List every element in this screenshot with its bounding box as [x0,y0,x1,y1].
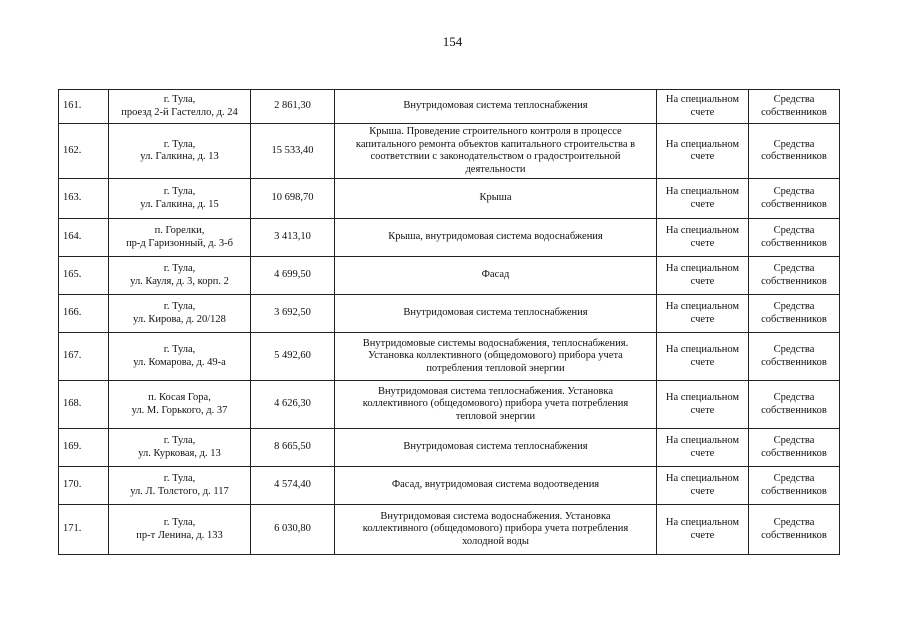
address-street: ул. Кирова, д. 20/128 [133,313,226,325]
account-line: На специальном [665,94,740,105]
work-type-line: Установка коллективного (общедомового) прибора учета [368,350,623,362]
funding-line: собственников [761,313,827,325]
address-locality: п. Косая Гора, [148,392,211,403]
address-cell [109,295,251,333]
account-line: счете [690,198,715,210]
address-cell [109,381,251,429]
work-type-line: Внутридомовая система теплоснабжения [403,307,588,319]
account-line: счете [690,151,715,162]
work-type-cell [335,257,657,295]
account-line: На специальном [665,301,740,312]
work-type-line: Внутридомовая система водоснабжения. Установка [380,510,611,522]
repair-registry-table [58,89,840,555]
funding-source-cell [749,90,840,124]
address-cell [109,219,251,257]
funding-source-cell [749,124,840,179]
funding-line: Средства [773,186,815,197]
account-cell [657,179,749,219]
amount-cell: 4 626,30 [251,381,335,429]
funding-line: собственников [761,275,827,287]
address-street: ул. Л. Толстого, д. 117 [130,485,229,497]
account-line: На специальном [665,392,740,403]
funding-line: собственников [761,237,827,249]
account-cell [657,219,749,257]
address-street: ул. Галкина, д. 15 [140,198,219,210]
amount-cell: 2 861,30 [251,90,335,124]
work-type-line: коллективного (общедомового) прибора учета потребления [362,398,629,410]
funding-source-cell [749,219,840,257]
funding-source-cell [749,505,840,555]
row-number-cell: 168. [59,381,109,429]
funding-line: Средства [773,473,815,484]
funding-line: Средства [773,138,815,150]
funding-line: собственников [761,151,827,162]
address-locality: г. Тула, [163,263,196,274]
funding-line: собственников [761,447,827,459]
address-cell [109,505,251,555]
account-line: счете [690,106,715,118]
account-line: На специальном [665,473,740,484]
address-locality: г. Тула, [163,186,196,197]
table-row [59,505,840,555]
account-line: счете [690,485,715,497]
funding-line: Средства [773,344,815,355]
work-type-line: Фасад, внутридомовая система водоотведения [391,479,600,491]
work-type-cell [335,333,657,381]
address-cell [109,467,251,505]
address-locality: г. Тула, [163,517,196,528]
funding-line: собственников [761,356,827,368]
address-street: пр-т Ленина, д. 133 [136,529,223,541]
registry-table-body [59,90,840,555]
address-locality: п. Горелки, [154,225,205,236]
table-row [59,467,840,505]
account-cell [657,467,749,505]
work-type-line: холодной воды [462,535,529,547]
account-cell [657,124,749,179]
work-type-line: Внутридомовая система теплоснабжения [403,100,588,112]
funding-source-cell [749,467,840,505]
address-cell [109,124,251,179]
table-row [59,124,840,179]
address-cell [109,179,251,219]
table-row [59,381,840,429]
amount-cell: 10 698,70 [251,179,335,219]
address-street: ул. Комарова, д. 49-а [133,356,226,368]
funding-line: Средства [773,517,815,528]
work-type-line: Фасад [481,269,510,281]
account-line: счете [690,313,715,325]
amount-cell: 5 492,60 [251,333,335,381]
funding-source-cell [749,381,840,429]
work-type-cell [335,381,657,429]
funding-source-cell [749,333,840,381]
amount-cell: 15 533,40 [251,124,335,179]
work-type-cell [335,124,657,179]
account-line: На специальном [665,138,740,150]
address-street: ул. Курковая, д. 13 [138,447,221,459]
address-locality: г. Тула, [163,94,196,105]
funding-line: собственников [761,198,827,210]
address-locality: г. Тула, [163,138,196,150]
address-street: проезд 2-й Гастелло, д. 24 [121,106,238,118]
table-row [59,333,840,381]
amount-cell: 6 030,80 [251,505,335,555]
table-row [59,219,840,257]
work-type-line: Крыша, внутридомовая система водоснабжения [388,231,603,243]
row-number-cell: 170. [59,467,109,505]
work-type-cell [335,219,657,257]
row-number-cell: 164. [59,219,109,257]
address-cell [109,257,251,295]
account-cell [657,295,749,333]
address-street: ул. М. Горького, д. 37 [131,404,228,416]
amount-cell: 3 692,50 [251,295,335,333]
account-line: На специальном [665,517,740,528]
address-street: пр-д Гаризонный, д. 3-б [126,237,233,249]
funding-source-cell [749,429,840,467]
funding-source-cell [749,257,840,295]
work-type-cell [335,295,657,333]
account-cell [657,90,749,124]
account-line: На специальном [665,225,740,236]
row-number-cell: 162. [59,124,109,179]
amount-cell: 8 665,50 [251,429,335,467]
funding-line: Средства [773,392,815,403]
funding-line: собственников [761,485,827,497]
account-line: На специальном [665,435,740,446]
funding-line: Средства [773,225,815,236]
funding-line: Средства [773,263,815,274]
funding-line: Средства [773,94,815,105]
work-type-line: Крыша [479,192,512,204]
address-cell [109,333,251,381]
account-cell [657,333,749,381]
work-type-cell [335,429,657,467]
amount-cell: 3 413,10 [251,219,335,257]
address-locality: г. Тула, [163,473,196,484]
work-type-line: Внутридомовая система теплоснабжения [403,441,588,453]
table-row [59,90,840,124]
account-cell [657,505,749,555]
address-locality: г. Тула, [163,301,196,312]
address-cell [109,90,251,124]
work-type-line: Внутридомовые системы водоснабжения, теплоснабжения. [362,337,629,349]
funding-line: собственников [761,404,827,416]
work-type-line: коллективного (общедомового) прибора учета потребления [362,523,629,535]
work-type-line: Крыша. Проведение строительного контроля в процессе [369,126,622,137]
table-row [59,295,840,333]
address-locality: г. Тула, [163,435,196,446]
funding-source-cell [749,179,840,219]
work-type-cell [335,467,657,505]
work-type-line: деятельности [465,163,526,175]
page-number: 154 [442,34,463,49]
account-cell [657,381,749,429]
work-type-cell [335,90,657,124]
table-row [59,429,840,467]
amount-cell: 4 699,50 [251,257,335,295]
funding-source-cell [749,295,840,333]
account-line: счете [690,404,715,416]
row-number-cell: 167. [59,333,109,381]
account-line: счете [690,356,715,368]
work-type-line: капитального ремонта объектов капитального строительства в [355,138,636,150]
account-line: На специальном [665,263,740,274]
row-number-cell: 161. [59,90,109,124]
row-number-cell: 166. [59,295,109,333]
funding-line: собственников [761,529,827,541]
account-line: счете [690,529,715,541]
row-number-cell: 163. [59,179,109,219]
address-street: ул. Галкина, д. 13 [140,151,219,162]
funding-line: Средства [773,301,815,312]
account-line: На специальном [665,186,740,197]
row-number-cell: 171. [59,505,109,555]
row-number-cell: 165. [59,257,109,295]
work-type-cell [335,179,657,219]
amount-cell: 4 574,40 [251,467,335,505]
account-line: На специальном [665,344,740,355]
work-type-line: соответствии с законодательством о градостроительной [370,151,621,162]
work-type-line: потребления тепловой энергии [426,362,565,374]
table-row [59,257,840,295]
account-cell [657,257,749,295]
work-type-cell [335,505,657,555]
row-number-cell: 169. [59,429,109,467]
work-type-line: тепловой энергии [455,410,536,422]
funding-line: Средства [773,435,815,446]
account-line: счете [690,237,715,249]
work-type-line: Внутридомовая система теплоснабжения. Установка [377,385,614,397]
address-street: ул. Кауля, д. 3, корп. 2 [130,275,229,287]
account-line: счете [690,275,715,287]
address-locality: г. Тула, [163,344,196,355]
table-row [59,179,840,219]
funding-line: собственников [761,106,827,118]
address-cell [109,429,251,467]
account-cell [657,429,749,467]
account-line: счете [690,447,715,459]
